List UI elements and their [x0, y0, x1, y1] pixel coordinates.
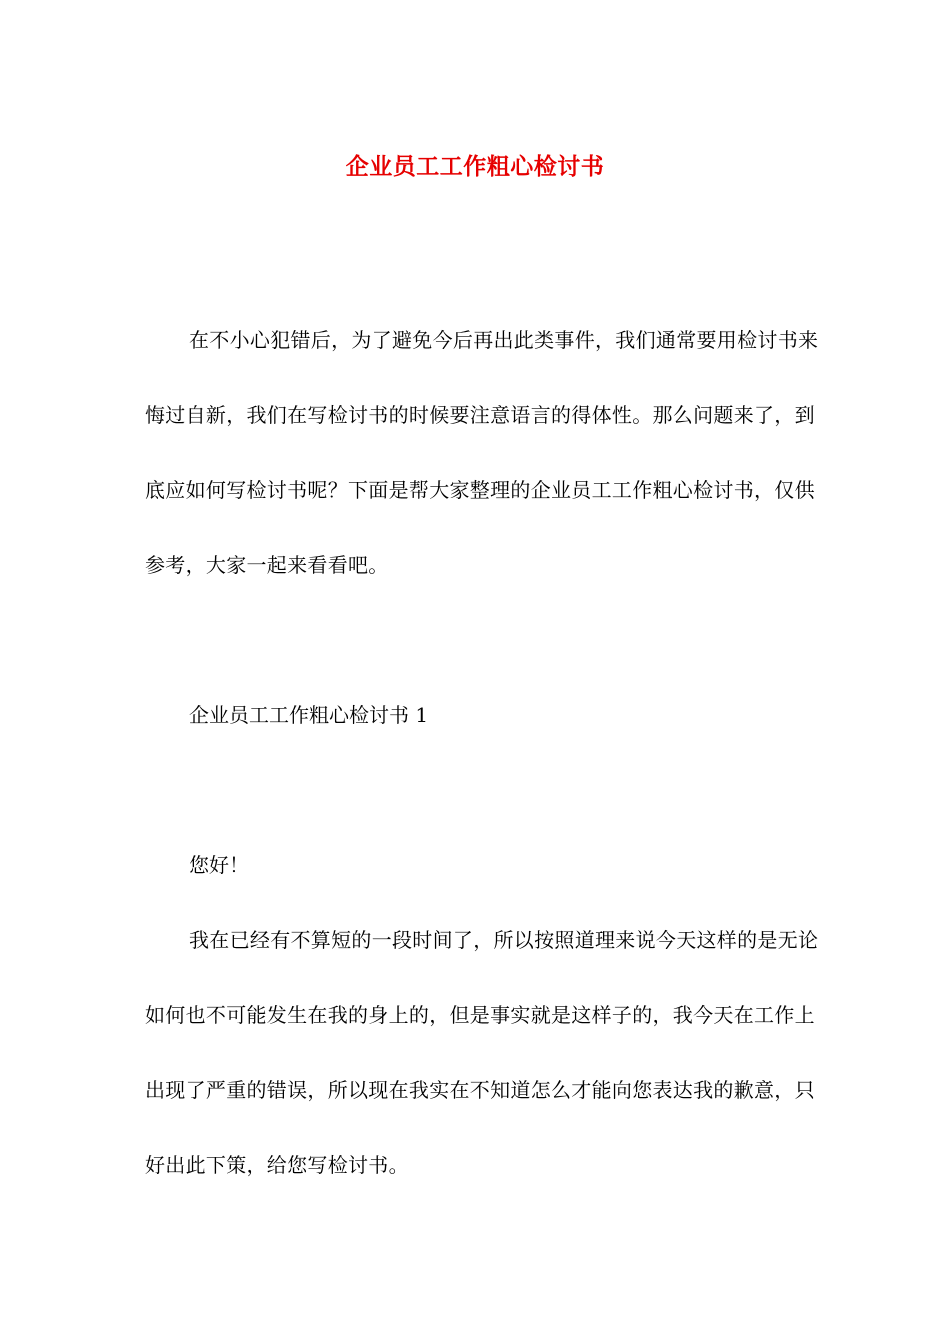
body-paragraph: 我在已经有不算短的一段时间了，所以按照道理来说今天这样的是无论如何也不可能发生在我的身上的，但是事实就是这样子的，我今天在工作上出现了严重的错误，所以现在我实在不知道怎么才能向您表达我的歉意，只好出此下策，给您写检讨书。: [145, 928, 819, 1177]
intro-paragraph: 在不小心犯错后，为了避免今后再出此类事件，我们通常要用检讨书来悔过自新，我们在写检讨书的时候要注意语言的得体性。那么问题来了，到底应如何写检讨书呢？下面是帮大家整理的企业员工工作粗心检讨书，仅供参考，大家一起来看看吧。: [145, 328, 819, 577]
document-title: 企业员工工作粗心检讨书: [345, 153, 605, 181]
section-title: 企业员工工作粗心检讨书 1: [189, 703, 429, 727]
greeting-line: 您好！: [189, 853, 249, 877]
